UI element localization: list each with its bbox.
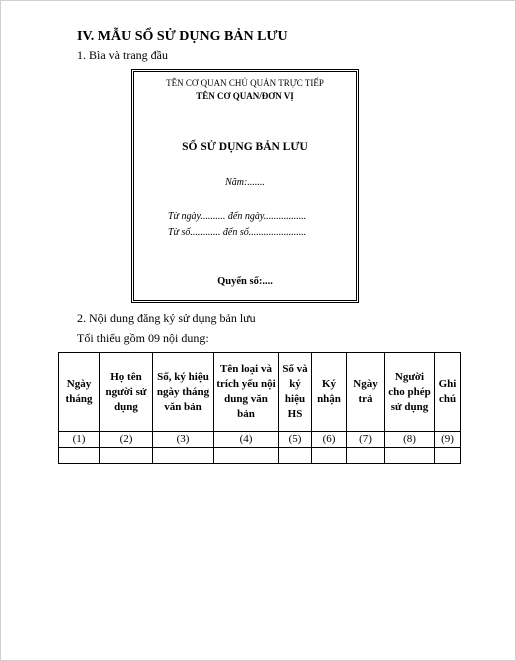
empty-cell	[385, 448, 435, 464]
table-empty-row	[59, 448, 461, 464]
cover-title: SỔ SỬ DỤNG BẢN LƯU	[182, 141, 308, 153]
column-number-cell: (4)	[214, 432, 279, 448]
header-cell: Số và ký hiệu HS	[279, 353, 312, 432]
content-section-label: 2. Nội dung đăng ký sử dụng bản lưu	[77, 311, 256, 325]
cover-agency-name: TÊN CƠ QUAN CHỦ QUẢN TRỰC TIẾP	[166, 78, 324, 88]
empty-cell	[214, 448, 279, 464]
cover-year: Năm:.......	[225, 177, 265, 188]
column-number-cell: (6)	[312, 432, 347, 448]
column-number-cell: (9)	[435, 432, 461, 448]
empty-cell	[312, 448, 347, 464]
column-number-cell: (7)	[347, 432, 385, 448]
empty-cell	[100, 448, 153, 464]
empty-cell	[153, 448, 214, 464]
header-cell: Người cho phép sử dụng	[385, 353, 435, 432]
column-number-cell: (3)	[153, 432, 214, 448]
header-cell: Số, ký hiệu ngày tháng văn bản	[153, 353, 214, 432]
column-number-cell: (8)	[385, 432, 435, 448]
column-number-cell: (5)	[279, 432, 312, 448]
header-cell: Ngày tháng	[59, 353, 100, 432]
cover-sample-box	[131, 69, 359, 303]
cover-date-range: Từ ngày.......... đến ngày.................	[168, 211, 307, 222]
header-cell: Ngày trả	[347, 353, 385, 432]
column-number-cell: (2)	[100, 432, 153, 448]
section-heading: IV. MẪU SỔ SỬ DỤNG BẢN LƯU	[77, 29, 288, 44]
header-cell: Ký nhận	[312, 353, 347, 432]
content-note: Tối thiểu gồm 09 nội dung:	[77, 331, 209, 345]
table-number-row	[59, 432, 461, 448]
cover-unit-name: TÊN CƠ QUAN/ĐƠN VỊ	[196, 91, 294, 101]
register-table	[58, 352, 461, 464]
header-cell: Tên loại và trích yếu nội dung văn bản	[214, 353, 279, 432]
empty-cell	[279, 448, 312, 464]
header-cell: Ghi chú	[435, 353, 461, 432]
cover-number-range: Từ số............ đến số.......................	[168, 227, 307, 238]
empty-cell	[347, 448, 385, 464]
table-header-row	[59, 353, 461, 432]
empty-cell	[59, 448, 100, 464]
column-number-cell: (1)	[59, 432, 100, 448]
empty-cell	[435, 448, 461, 464]
header-cell: Họ tên người sử dụng	[100, 353, 153, 432]
cover-section-label: 1. Bìa và trang đầu	[77, 48, 168, 62]
cover-volume: Quyển số:....	[217, 276, 273, 287]
